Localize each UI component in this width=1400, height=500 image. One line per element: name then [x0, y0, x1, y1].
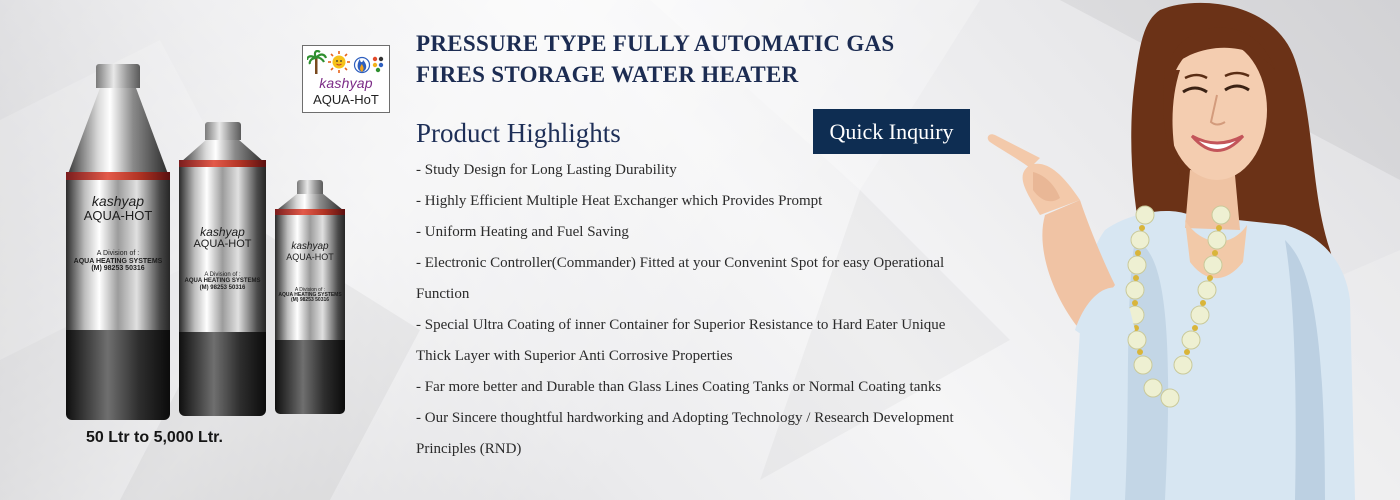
list-item: - Special Ultra Coating of inner Container for Superior Resistance to Hard Eater Unique [416, 317, 946, 333]
page-title [416, 28, 895, 90]
list-item: Principles (RND) [416, 441, 522, 457]
title-line: PRESSURE TYPE FULLY AUTOMATIC GAS [416, 31, 895, 56]
heater-brand: kashyap [91, 193, 145, 209]
list-item: - Our Sincere thoughtful hardworking and Adopting Technology / Research Development [416, 410, 954, 426]
title-line: FIRES STORAGE WATER HEATER [416, 62, 799, 87]
heater-model: AQUA-HOT [193, 237, 252, 250]
heater-phone: (M) 98253 50316 [290, 297, 330, 304]
product-highlights-heading: Product Highlights [416, 118, 621, 148]
heater-phone: (M) 98253 50316 [91, 265, 145, 273]
heater-brand: kashyap [291, 241, 329, 252]
heater-division: A Division of : [294, 286, 326, 293]
logo-emblem-icon [307, 50, 387, 76]
water-heater-large [66, 64, 170, 420]
heater-company: AQUA HEATING SYSTEMS [278, 292, 342, 299]
list-item: - Far more better and Durable than Glass Lines Coating Tanks or Normal Coating tanks [416, 379, 942, 395]
heater-company: AQUA HEATING SYSTEMS [73, 257, 163, 265]
list-item: Thick Layer with Superior Anti Corrosive Properties [416, 348, 733, 364]
heater-phone: (M) 98253 50316 [199, 284, 246, 291]
heater-company: AQUA HEATING SYSTEMS [184, 278, 261, 285]
quick-inquiry-button[interactable]: Quick Inquiry [813, 109, 970, 154]
list-item: - Highly Efficient Multiple Heat Exchanger which Provides Prompt [416, 193, 823, 209]
water-heater-medium [179, 122, 266, 416]
water-heater-small [275, 180, 345, 414]
heater-model: AQUA-HOT [83, 207, 153, 223]
logo-product-name: AQUA-HoT [313, 92, 379, 107]
heater-brand: kashyap [200, 225, 245, 239]
list-item: Function [416, 286, 470, 302]
logo-brand-name: kashyap [319, 75, 373, 91]
heater-model: AQUA-HOT [286, 251, 334, 262]
capacity-range-label: 50 Ltr to 5,000 Ltr. [86, 429, 223, 446]
highlights-list [416, 155, 1006, 465]
model-pointing-image [985, 0, 1400, 500]
list-item: - Electronic Controller(Commander) Fitted at your Convenint Spot for easy Operational [416, 255, 945, 271]
brand-logo [302, 45, 390, 113]
list-item: - Study Design for Long Lasting Durability [416, 162, 677, 178]
list-item: - Uniform Heating and Fuel Saving [416, 224, 629, 240]
heater-division: A Division of : [96, 250, 140, 258]
heater-division: A Division of : [204, 272, 241, 279]
